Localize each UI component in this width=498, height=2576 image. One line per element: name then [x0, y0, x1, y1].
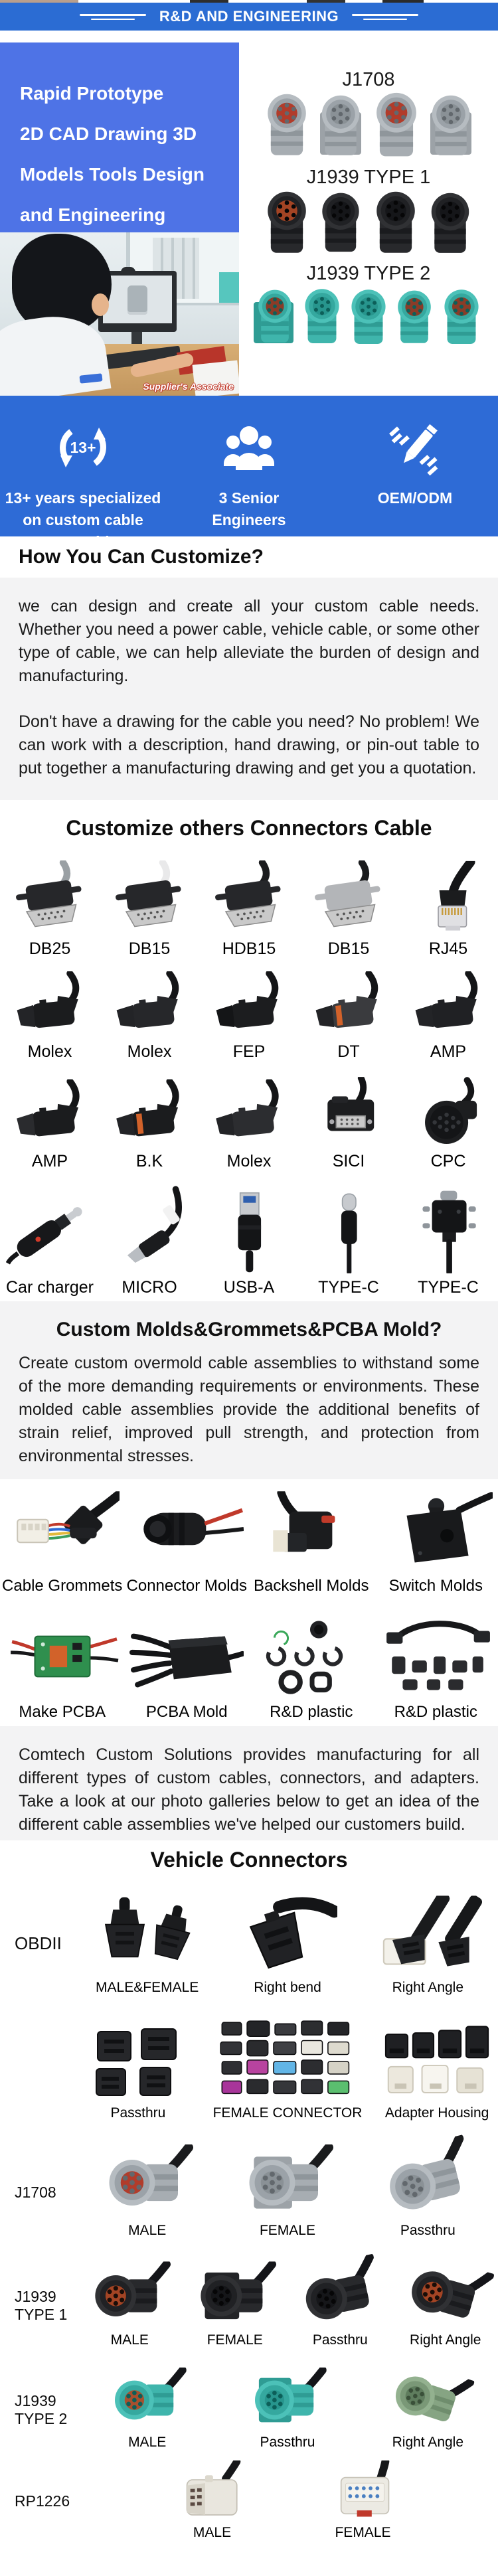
vehicle-caption: Right Angle [392, 2435, 464, 2450]
adapter-housing-image [382, 2025, 492, 2103]
engineer-photo [0, 232, 239, 396]
j1939-type1-right-angle-image [396, 2251, 495, 2340]
vehicle-caption: Right Angle [392, 1979, 464, 1995]
cable-item-label: DT [337, 1042, 360, 1061]
vehicle-caption: Right bend [254, 1979, 321, 1995]
mold-item-rd-plastic-2 [374, 1600, 498, 1726]
cable-item-bk [100, 1066, 199, 1175]
vehicle-caption: Right Angle [410, 2332, 481, 2348]
cable-item-label: USB-A [223, 1277, 275, 1297]
obd-male-female-image [94, 1890, 201, 1978]
rp1226-male-image [173, 2460, 252, 2523]
cable-item-label: Molex [226, 1151, 272, 1170]
adapter-housings [376, 2020, 498, 2123]
cable-item-label: DB15 [327, 939, 370, 958]
hero-section [0, 42, 498, 396]
j1939t1-female [183, 2261, 288, 2350]
cable-item-usb-a [199, 1175, 299, 1301]
j1939-type1-connectors-image [259, 190, 478, 259]
cable-heading-row [0, 800, 498, 856]
cable-item-label: AMP [430, 1042, 467, 1061]
vehicle-caption: FEMALE [335, 2524, 391, 2540]
cable-item-micro [100, 1175, 199, 1301]
rp1226-male [137, 2460, 288, 2543]
db15-connector-image [108, 860, 191, 935]
vehicle-caption: FEMALE [259, 2223, 315, 2238]
molex-plug-image [207, 1078, 291, 1147]
j1939-type1-passthru-image [293, 2253, 388, 2338]
hero-products [239, 42, 498, 396]
photo-person-shirt [0, 309, 111, 396]
female-connector-grid-image [217, 2020, 358, 2103]
j1708-male [77, 2144, 217, 2241]
cable-section-heading: Customize others Connectors Cable [66, 816, 432, 840]
photo-person-ear [92, 293, 109, 316]
j1939-type1-male-image [88, 2261, 171, 2330]
recycle-arrows-icon [52, 417, 114, 478]
vehicle-row-housings [0, 2008, 498, 2134]
cable-item-label: SICI [332, 1151, 365, 1170]
j1939-type2-passthru-image [248, 2368, 327, 2433]
type-c-screw-image [409, 1184, 487, 1273]
header-title: R&D AND ENGINEERING [159, 8, 339, 25]
j1708-female [217, 2144, 357, 2241]
usb-a-image [210, 1184, 288, 1273]
vehicle-caption: MALE [110, 2332, 149, 2348]
backshell-mold-image [254, 1491, 369, 1572]
vehicle-caption: FEMALE [207, 2332, 263, 2348]
j1939-type2-right-angle-image [380, 2357, 475, 2443]
vehicle-caption: MALE&FEMALE [96, 1979, 199, 1995]
mold-item-label: Cable Grommets [2, 1577, 123, 1595]
hero-line: 2D CAD Drawing 3D [20, 123, 197, 144]
obdii-male-female [77, 1890, 217, 1998]
vehicle-row-j1939-type2 [0, 2360, 498, 2460]
vehicle-caption: Adapter Housing [384, 2105, 489, 2121]
cable-item-label: Car charger [6, 1277, 94, 1297]
badge-13plus-text: 13+ [70, 439, 96, 456]
mold-item-label: Switch Molds [388, 1577, 483, 1595]
vehicle-caption: MALE [193, 2524, 232, 2540]
obd-right-angle-image [372, 1895, 483, 1978]
cable-item-label: RJ45 [428, 939, 468, 958]
mold-item-cable-grommets [0, 1479, 125, 1600]
top-crop-strip [0, 0, 498, 3]
product-label-j1939-type2: J1939 TYPE 2 [306, 263, 431, 284]
cable-item-label: DB15 [128, 939, 171, 958]
j1708-connectors-image [259, 92, 478, 163]
hdb15-connector-image [208, 860, 290, 935]
fep-plug-image [207, 971, 291, 1038]
mold-item-rd-plastic-1 [249, 1600, 374, 1726]
mold-item-label: R&D plastic [270, 1703, 353, 1721]
connector-mold-image [129, 1491, 244, 1572]
cable-item-db25 [0, 856, 100, 963]
molds-paragraph: Create custom overmold cable assemblies to withstand some of the more demanding requirements or environments. These molded cable assemblies provide the additional benefits of strain relief, improved pull strength, and protection from environmental stresses. [19, 1354, 479, 1465]
cable-item-car-charger [0, 1175, 100, 1301]
hero-line: and Engineering [20, 204, 166, 225]
vehicle-caption: MALE [128, 2223, 167, 2238]
vehicle-row-label: J1708 [15, 2184, 56, 2201]
badge-line: 3 Senior [218, 489, 280, 507]
connector-cable-grid [0, 856, 498, 1301]
vehicle-caption: FEMALE CONNECTOR [212, 2105, 363, 2121]
comtech-section [0, 1726, 498, 1840]
sici-connector-image [308, 1077, 389, 1147]
j1708-passthru [358, 2144, 498, 2241]
j1939-type2-connectors-image [252, 286, 485, 353]
vehicle-caption: MALE [128, 2435, 167, 2450]
badge-line: 13+ years specialized [5, 489, 161, 507]
cable-item-label: TYPE-C [318, 1277, 379, 1297]
j1939t1-passthru [288, 2261, 393, 2350]
vehicle-caption: Passthru [312, 2332, 368, 2348]
header-right-lines-decoration [352, 14, 418, 20]
mold-item-switch-molds [374, 1479, 498, 1600]
vehicle-row-j1939-type1 [0, 2251, 498, 2360]
type-c-image [309, 1184, 388, 1273]
badge-band [0, 396, 498, 550]
vehicle-row-label: RP1226 [15, 2492, 70, 2510]
vehicle-row-j1708 [0, 2134, 498, 2251]
cable-item-type-c-screw [398, 1175, 498, 1301]
cable-item-amp [398, 963, 498, 1066]
hero-line: Models Tools Design [20, 164, 205, 185]
mold-item-label: Backshell Molds [254, 1577, 369, 1595]
cable-item-label: Molex [127, 1042, 172, 1061]
pcba-mold-image [129, 1617, 244, 1698]
rp1226-female-image [323, 2460, 403, 2523]
vehicle-row-label: OBDII [15, 1933, 62, 1953]
cable-item-molex [0, 963, 100, 1066]
vehicle-heading: Vehicle Connectors [150, 1847, 348, 1872]
customize-paragraph-2: Don't have a drawing for the cable you need? No problem! We can work with a description, hand drawing, or pin-out table to put together a manufacturing drawing and get you a quotation. [19, 712, 479, 777]
product-label-j1708: J1708 [342, 69, 395, 90]
badge-line: on custom cable assembly [23, 511, 143, 550]
customize-paragraphs [0, 578, 498, 800]
car-charger-image [6, 1186, 94, 1273]
cable-item-label: B.K [135, 1151, 163, 1170]
obd-passthru-image [88, 2025, 188, 2103]
molex-plug-image [8, 971, 92, 1038]
vehicle-row-obdii [0, 1879, 498, 2008]
vehicle-caption: Passthru [400, 2223, 456, 2238]
cable-item-label: MICRO [122, 1277, 177, 1297]
vehicle-caption: Passthru [260, 2435, 315, 2450]
customize-heading: How You Can Customize? [19, 546, 264, 568]
photo-cad-model [127, 285, 147, 312]
vehicle-heading-row [0, 1840, 498, 1879]
dt-plug-image [307, 971, 390, 1038]
header-band [0, 3, 498, 31]
cpc-connector-image [408, 1077, 489, 1147]
rp1226-female [288, 2460, 438, 2543]
badge-line: OEM/ODM [377, 489, 453, 507]
pencil-icon [384, 417, 446, 478]
cable-item-label: CPC [430, 1151, 466, 1170]
header-left-lines-decoration [80, 14, 146, 20]
engineers-icon [218, 417, 280, 478]
mold-item-backshell-molds [249, 1479, 374, 1600]
badge-line: Engineers [212, 511, 286, 528]
vehicle-grid [0, 1879, 498, 2543]
molds-heading: Custom Molds&Grommets&PCBA Mold? [56, 1319, 442, 1340]
photo-monitor-stand [131, 332, 142, 344]
hero-text-panel [0, 42, 239, 232]
micro-usb-image [106, 1186, 193, 1273]
rd-plastic-harness-image [378, 1617, 493, 1698]
db25-connector-image [9, 860, 91, 935]
female-connector-assortment [199, 2020, 376, 2123]
cable-item-db15 [100, 856, 199, 963]
j1708-female-image [242, 2144, 333, 2221]
cable-item-label: Molex [27, 1042, 72, 1061]
obd-passthru-housings [77, 2020, 199, 2123]
amp-plug-image [406, 971, 490, 1038]
comtech-paragraph: Comtech Custom Solutions provides manufacturing for all different types of custom cables, connectors, and adapters. Take a look at our photo galleries below to get an idea of the different cable assemblies we've helped our customers build. [19, 1745, 479, 1834]
j1939t1-right-angle [393, 2261, 498, 2350]
customize-paragraph-1: we can design and create all your custom cable needs. Whether you need a power cable, vehicle cable, or some other type of cable, we can help alleviate the burden of design and manufacturing. [19, 597, 479, 685]
obdii-right-bend [217, 1890, 357, 1998]
j1939t2-passthru [217, 2368, 357, 2453]
obd-right-bend-image [238, 1893, 337, 1978]
photo-watermark: Supplier's Associate [143, 381, 234, 392]
cable-item-label: FEP [232, 1042, 266, 1061]
cable-item-label: AMP [31, 1151, 68, 1170]
amp-plug-image [8, 1078, 92, 1147]
j1708-male-image [102, 2144, 193, 2221]
mold-item-make-pcba [0, 1600, 125, 1726]
hero-line: Rapid Prototype [20, 83, 164, 104]
cable-item-molex2 [100, 963, 199, 1066]
db15-gray-connector-image [307, 860, 390, 935]
cable-item-cpc [398, 1066, 498, 1175]
product-label-j1939-type1: J1939 TYPE 1 [306, 167, 431, 188]
mold-item-connector-molds [125, 1479, 250, 1600]
j1939t2-right-angle [358, 2368, 498, 2453]
mold-item-label: Make PCBA [19, 1703, 106, 1721]
switch-mold-image [378, 1491, 493, 1572]
obdii-right-angle [358, 1890, 498, 1998]
j1708-passthru-image [374, 2134, 481, 2231]
molex-plug-image [108, 971, 191, 1038]
mold-item-label: R&D plastic [394, 1703, 477, 1721]
mold-item-label: Connector Molds [126, 1577, 247, 1595]
cable-item-hdb15 [199, 856, 299, 963]
make-pcba-image [5, 1617, 120, 1698]
cable-item-type-c [299, 1175, 398, 1301]
cable-item-label: HDB15 [222, 939, 276, 958]
cable-item-label: DB25 [29, 939, 71, 958]
rd-plastic-parts-image [254, 1617, 369, 1698]
molds-grid [0, 1479, 498, 1726]
molds-section [0, 1301, 498, 1479]
vehicle-row-rp1226 [0, 2460, 498, 2543]
mold-item-label: PCBA Mold [145, 1703, 228, 1721]
cable-item-amp2 [0, 1066, 100, 1175]
j1939t1-male [77, 2261, 183, 2350]
photo-cabinet [219, 272, 239, 303]
vehicle-row-label: J1939 TYPE 2 [15, 2392, 68, 2427]
bk-plug-image [108, 1078, 191, 1147]
cable-item-dt [299, 963, 398, 1066]
cable-item-sici [299, 1066, 398, 1175]
cable-grommet-image [5, 1491, 120, 1572]
j1939-type2-male-image [108, 2368, 187, 2433]
badge-years [0, 396, 166, 550]
badge-engineers [166, 396, 332, 536]
j1939-type1-female-image [194, 2261, 276, 2330]
cable-item-rj45 [398, 856, 498, 963]
vehicle-row-label: J1939 TYPE 1 [15, 2287, 68, 2323]
cable-item-fep [199, 963, 299, 1066]
rj45-connector-image [409, 860, 487, 935]
vehicle-caption: Passthru [110, 2105, 166, 2121]
cable-item-db15-gray [299, 856, 398, 963]
badge-oem-odm [332, 396, 498, 536]
cable-item-label: TYPE-C [418, 1277, 479, 1297]
j1939t2-male [77, 2368, 217, 2453]
mold-item-pcba-mold [125, 1600, 250, 1726]
cable-item-molex3 [199, 1066, 299, 1175]
